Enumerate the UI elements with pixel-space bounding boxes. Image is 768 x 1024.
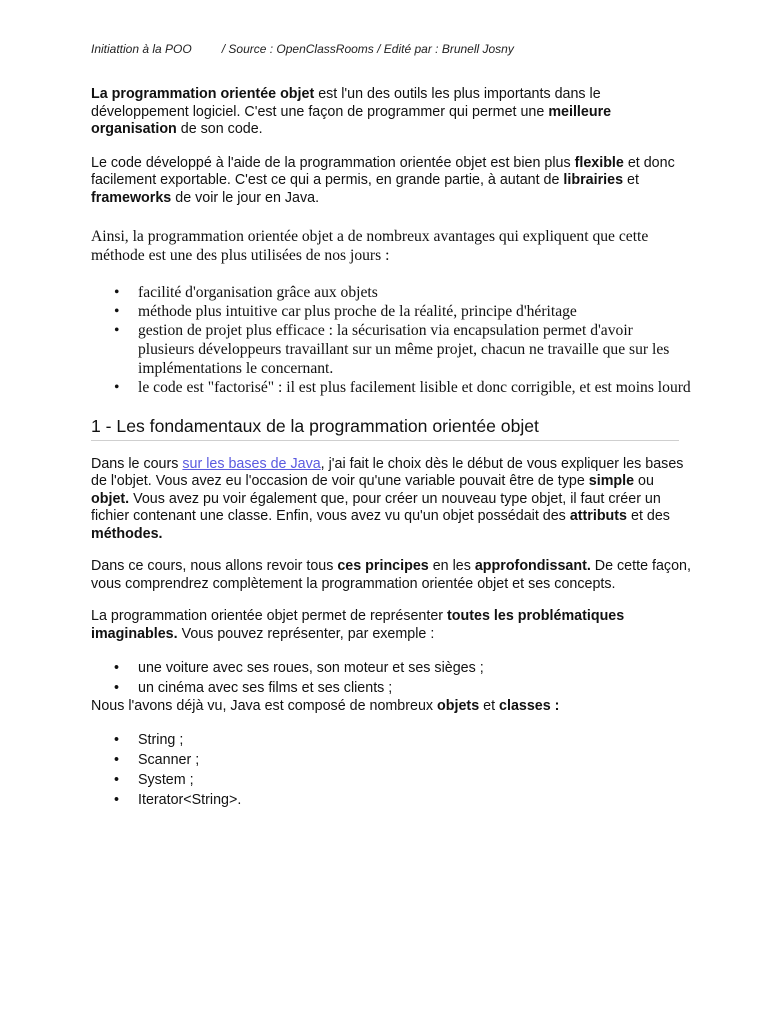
list-item-text: gestion de projet plus efficace : la sécurisation via encapsulation permet d'avoir plusieurs développeurs travaillant sur un même projet, chacun ne travaille que sur les implémentations le concernant. [138, 322, 670, 377]
list-item-text: une voiture avec ses roues, son moteur et ses sièges ; [138, 660, 484, 677]
bullet-icon: • [114, 751, 120, 768]
list-item [91, 750, 691, 770]
list-item [91, 730, 691, 750]
examples-list [91, 658, 691, 698]
list-item [91, 770, 691, 790]
bullet-icon: • [114, 731, 120, 748]
list-item-text: méthode plus intuitive car plus proche de la réalité, principe d'héritage [138, 303, 577, 320]
list-item-text: Iterator<String>. [138, 791, 242, 808]
list-item [91, 790, 691, 810]
text-run: est l'un des outils les plus importants dans le développement logiciel. C'est une façon de programmer qui permet une [91, 86, 601, 120]
intro-paragraph [91, 86, 691, 139]
text-run: ou [634, 473, 654, 490]
problems-paragraph [91, 608, 691, 643]
bold-text: simple [588, 473, 635, 490]
text-run: de son code. [176, 121, 263, 137]
list-item-text: System ; [138, 771, 194, 788]
bullet-icon: • [114, 660, 120, 677]
java-objects-paragraph [91, 698, 691, 716]
list-item [91, 378, 691, 397]
bold-text: ces principes [337, 558, 429, 575]
text-run: Dans ce cours, nous allons revoir tous [91, 558, 338, 575]
flexibility-paragraph [91, 155, 691, 208]
java-classes-list [91, 730, 691, 810]
bold-text: librairies [563, 172, 624, 188]
list-item [91, 283, 691, 302]
bold-text: objet. [91, 490, 130, 507]
list-item-text: Scanner ; [138, 751, 200, 768]
java-basics-link[interactable]: sur les bases de Java [182, 455, 321, 472]
bold-text: toutes les problématiques imaginables. [91, 608, 625, 642]
bullet-icon: • [114, 284, 120, 301]
text-run: et donc facilement exportable. C'est ce qui a permis, en grande partie, à autant de [91, 154, 675, 188]
text-run: De cette façon, vous comprendrez complètement la programmation orientée objet et ses concepts. [91, 558, 691, 592]
text-run: Nous l'avons déjà vu, Java est composé de nombreux [91, 698, 438, 715]
bullet-icon: • [114, 379, 120, 396]
bold-text: classes : [499, 698, 560, 715]
bold-text: La programmation orientée objet [91, 86, 315, 102]
course-recap-paragraph [91, 456, 691, 544]
list-item [91, 658, 691, 678]
advantages-intro-paragraph: Ainsi, la programmation orientée objet a de nombreux avantages qui expliquent que cette méthode est une des plus utilisées de nos jours : [91, 228, 649, 264]
list-item-text: un cinéma avec ses films et ses clients ; [138, 680, 393, 697]
text-run: La programmation orientée objet permet de représenter [91, 608, 448, 625]
text-run: de voir le jour en Java. [171, 189, 320, 206]
advantages-list [91, 283, 691, 397]
list-item-text: le code est "factorisé" : il est plus facilement lisible et donc corrigible, et est moins lourd [138, 379, 691, 396]
bullet-icon: • [114, 771, 120, 788]
text-run: Le code développé à l'aide de la programmation orientée objet est bien plus [91, 154, 575, 171]
header-title: Initiattion à la POO [91, 42, 192, 56]
header-source: / Source : OpenClassRooms / Edité par : Brunell Josny [221, 42, 514, 56]
text-run: et [479, 698, 500, 715]
bullet-icon: • [114, 303, 120, 320]
text-run: Vous avez pu voir également que, pour créer un nouveau type objet, il faut créer un fichier contenant une classe. Enfin, vous avez vu qu'un objet possédait des [91, 490, 661, 525]
bold-text: meilleure organisation [91, 103, 612, 137]
bold-text: méthodes. [91, 525, 163, 542]
list-item [91, 321, 691, 378]
list-item [91, 302, 691, 321]
bullet-icon: • [114, 322, 120, 339]
principles-paragraph [91, 558, 691, 593]
text-run: et des [627, 508, 670, 525]
bullet-icon: • [114, 791, 120, 808]
bullet-icon: • [114, 680, 120, 697]
text-run: et [623, 172, 639, 188]
text-run: , j'ai fait le choix dès le début de vous expliquer les bases de l'objet. Vous avez eu l'occasion de voir qu'une variable pouvait être de type [91, 455, 684, 490]
text-run: Dans le cours [91, 455, 183, 472]
document-content [91, 86, 691, 810]
list-item-text: String ; [138, 731, 184, 748]
list-item [91, 678, 691, 698]
bold-text: objets [437, 698, 480, 715]
bold-text: frameworks [91, 189, 172, 206]
bold-text: approfondissant. [474, 558, 591, 575]
text-run: Vous pouvez représenter, par exemple : [177, 625, 435, 642]
text-run: en les [428, 558, 475, 575]
page-header [91, 42, 514, 56]
bold-text: flexible [574, 154, 624, 171]
section-heading: 1 - Les fondamentaux de la programmation orientée objet [91, 415, 679, 441]
list-item-text: facilité d'organisation grâce aux objets [138, 284, 378, 301]
bold-text: attributs [569, 508, 628, 525]
